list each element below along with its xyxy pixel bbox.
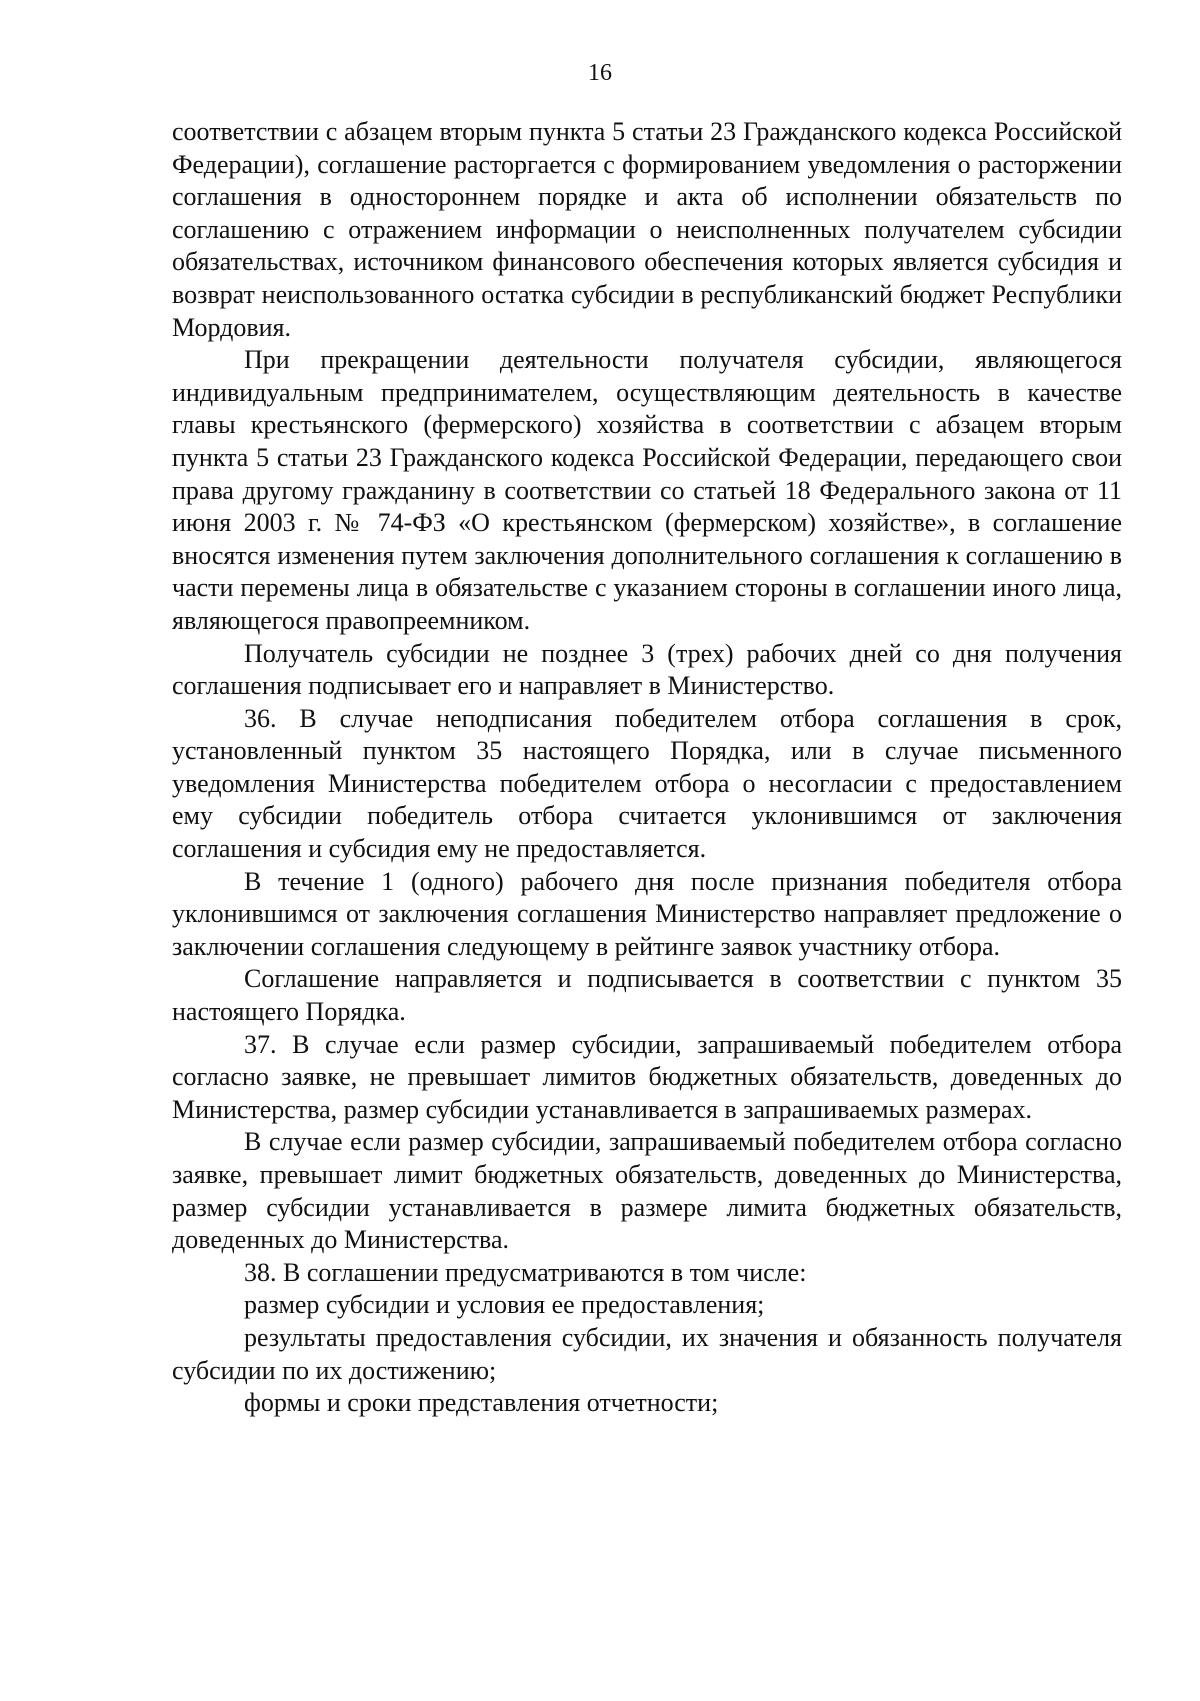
paragraph-continuation: соответствии с абзацем вторым пункта 5 статьи 23 Гражданского кодекса Российской Федерации), соглашение расторгается с формированием уведомления о расторжении соглашения в одностороннем порядке и акта об исполнении обязательств по соглашению с отражением информации о неисполненных получателем субсидии обязательствах, источником финансового обеспечения которых является субсидия и возврат неиспользованного остатка субсидии в республиканский бюджет Республики Мордовия. (172, 117, 1122, 342)
document-body (172, 116, 1122, 1420)
paragraph-item-38: 38. В соглашении предусматриваются в том числе: (244, 1257, 807, 1287)
paragraph-farm-termination: При прекращении деятельности получателя субсидии, являющегося индивидуальным предпринимателем, осуществляющим деятельность в качестве главы крестьянского (фермерского) хозяйства в соответствии с абзацем вторым пункта 5 статьи 23 Гражданского кодекса Российской Федерации, передающего свои права другому гражданину в соответствии со статьей 18 Федерального закона от 11 июня 2003 г. № 74-ФЗ «О крестьянском (фермерском) хозяйстве», в соглашение вносятся изменения путем заключения дополнительного соглашения к соглашению в части перемены лица в обязательстве с указанием стороны в соглашении иного лица, являющегося правопреемником. (172, 345, 1122, 635)
list-item-results: результаты предоставления субсидии, их значения и обязанность получателя субсидии по их достижению; (172, 1322, 1122, 1385)
paragraph-limit-exceeded: В случае если размер субсидии, запрашиваемый победителем отбора согласно заявке, превышает лимит бюджетных обязательств, доведенных до Министерства, размер субсидии устанавливается в размере лимита бюджетных обязательств, доведенных до Министерства. (172, 1127, 1122, 1255)
paragraph-next-participant: В течение 1 (одного) рабочего дня после признания победителя отбора уклонившимся от заключения соглашения Министерство направляет предложение о заключении соглашения следующему в рейтинге заявок участнику отбора. (172, 866, 1122, 961)
page-number: 16 (588, 60, 612, 86)
paragraph-item-36: 36. В случае неподписания победителем отбора соглашения в срок, установленный пунктом 35 настоящего Порядка, или в случае письменного уведомления Министерства победителем отбора о несогласии с предоставлением ему субсидии победитель отбора считается уклонившимся от заключения соглашения и субсидия ему не предоставляется. (172, 703, 1122, 864)
paragraph-agreement-sending: Соглашение направляется и подписывается в соответствии с пунктом 35 настоящего Порядка. (172, 964, 1122, 1027)
paragraph-signing-deadline: Получатель субсидии не позднее 3 (трех) рабочих дней со дня получения соглашения подписывает его и направляет в Министерство. (172, 638, 1122, 701)
list-item-reporting: формы и сроки представления отчетности; (244, 1388, 719, 1418)
list-item-subsidy-size: размер субсидии и условия ее предоставления; (244, 1290, 765, 1320)
paragraph-item-37: 37. В случае если размер субсидии, запрашиваемый победителем отбора согласно заявке, не превышает лимитов бюджетных обязательств, доведенных до Министерства, размер субсидии устанавливается в запрашиваемых размерах. (172, 1029, 1122, 1124)
